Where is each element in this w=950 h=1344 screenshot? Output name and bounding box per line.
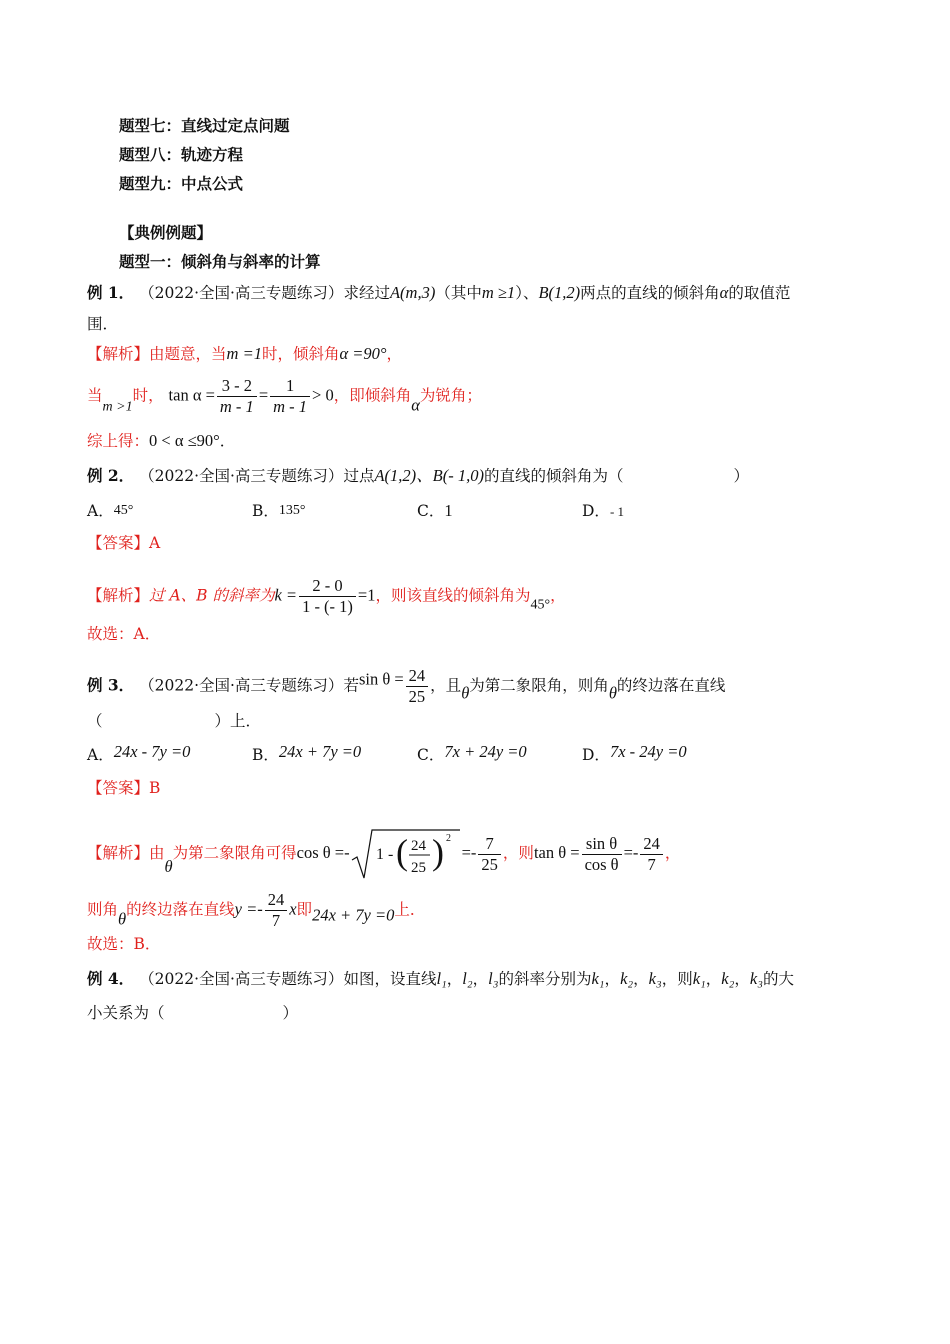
option-value: 24x + 7y =0 (278, 742, 362, 761)
fraction (265, 890, 288, 931)
ex4-question-line1 (87, 968, 794, 990)
option-label: B． (252, 502, 279, 520)
ex1-condition: m ≥1 (481, 283, 516, 302)
option-value: 24x - 7y =0 (113, 742, 191, 761)
sol-math: α (411, 395, 420, 415)
fraction (478, 834, 501, 875)
frac-num: 24 (267, 890, 285, 909)
sol-text: ， (550, 586, 566, 605)
ex4-text: ，则 (661, 970, 693, 988)
option-value: - 1 (609, 504, 625, 519)
ex4-math: l₁ (436, 969, 447, 988)
ex1-text: ）、 (515, 284, 539, 302)
ex2-points: A(1,2)、B(- 1,0) (374, 466, 484, 485)
fraction (640, 834, 663, 875)
sol-text: 为第二象限角可得 (172, 844, 297, 862)
ex2-option-b (252, 500, 306, 522)
ex4-text: 的斜率分别为 (498, 970, 592, 988)
frac-den: m - 1 (270, 396, 310, 417)
ex3-text: 若 (343, 676, 359, 695)
sol-text: ，则 (502, 844, 534, 862)
frac-den: 7 (640, 854, 663, 875)
sol-math: k = (274, 585, 298, 605)
sol-math: 24x + 7y =0 (312, 905, 395, 925)
option-value: 135° (278, 503, 306, 518)
sol-math: 0 < α ≤90° (149, 431, 220, 450)
ex1-solution-line2 (87, 376, 482, 419)
sol-math: tan α = (168, 385, 215, 405)
ex1-text: （其中 (435, 284, 482, 302)
sol-text: 由题意，当 (149, 345, 227, 363)
ex2-source: （2022·全国·高三专题练习） (139, 467, 344, 485)
sol-text: ． (219, 432, 236, 450)
fraction (270, 376, 310, 417)
paren-left: ( (395, 832, 408, 872)
option-label: D． (582, 502, 610, 520)
option-label: B． (252, 746, 279, 764)
ex1-question-line2: 围． (87, 315, 119, 333)
answer-tag: 【答案】 (87, 534, 150, 552)
sol-math: 45° (530, 597, 551, 613)
ex1-point-a: A(m,3) (389, 283, 436, 302)
inner-den: 25 (410, 860, 426, 876)
ex3-final: 故选：B． (87, 935, 161, 953)
option-label: C． (417, 746, 445, 764)
sol-text: ， (386, 345, 403, 363)
type1-heading: 题型一：倾斜角与斜率的计算 (119, 252, 321, 271)
ex2-text: ） (733, 467, 749, 485)
ex3-source: （2022·全国·高三专题练习） (139, 676, 344, 695)
ex4-text: 的大 (762, 970, 794, 988)
sol-math: x (289, 899, 297, 919)
frac-num: 24 (408, 666, 426, 685)
ex1-alpha: α (719, 283, 729, 302)
ex2-option-c (417, 500, 453, 522)
sol-text: 为锐角； (419, 386, 482, 405)
frac-den: 7 (265, 910, 288, 931)
sol-math: m =1 (226, 344, 262, 363)
ex3-label: 例 3． (87, 675, 135, 695)
frac-num: 7 (485, 833, 494, 853)
sol-math: =- (623, 843, 639, 862)
sol-text: ，即倾斜角 (333, 386, 412, 405)
ex1-label: 例 1． (87, 283, 135, 302)
frac-den: m - 1 (217, 396, 257, 417)
frac-num: sin θ (585, 833, 618, 853)
ex4-math: k₂ (620, 969, 634, 988)
inner-num: 24 (410, 838, 426, 854)
ex3-text: 为第二象限角，则角 (469, 676, 609, 695)
ex1-source: （2022·全国·高三专题练习） (139, 284, 344, 302)
ex3-question-line1 (87, 666, 725, 707)
sol-text: ，则该直线的倾斜角为 (375, 586, 531, 605)
ex3-option-d (582, 741, 687, 766)
answer-value: A (149, 534, 161, 552)
toc-item-8: 题型八：轨迹方程 (119, 145, 244, 164)
ex4-math: k₁ (591, 969, 605, 988)
ex4-source: （2022·全国·高三专题练习） (139, 970, 344, 988)
ex1-point-b: B(1,2) (538, 283, 581, 302)
ex4-text: ） (282, 1004, 299, 1022)
option-label: C． (417, 502, 445, 520)
option-value: 7x + 24y =0 (444, 742, 527, 761)
paren-right: ) (431, 832, 444, 872)
ex2-solution (87, 576, 566, 617)
toc-item-7: 题型七：直线过定点问题 (119, 116, 290, 135)
sol-text: 综上得： (87, 432, 150, 450)
ex4-math: k₁ (692, 969, 706, 988)
option-value: 7x - 24y =0 (609, 742, 687, 761)
ex3-option-a (87, 741, 190, 766)
ex4-label: 例 4． (87, 969, 135, 988)
solution-tag: 【解析】 (87, 844, 150, 862)
ex3-answer (87, 777, 160, 799)
ex4-math: k₂ (721, 969, 735, 988)
ex2-text: 过点 (343, 467, 375, 485)
option-value: 45° (113, 503, 134, 518)
ex1-text: 的取值范 (728, 284, 791, 302)
sol-math: m >1 (102, 399, 133, 415)
ex3-solution-line2 (87, 890, 425, 931)
frac-den: 25 (406, 686, 429, 707)
frac-num: 1 (285, 376, 295, 395)
sol-math: =1 (357, 585, 376, 605)
ex4-text: ， (734, 970, 750, 988)
fraction (406, 666, 429, 707)
sqrt-one: 1 - (375, 846, 393, 863)
frac-den: 1 - (- 1) (299, 596, 356, 617)
ex1-solution-line1 (87, 343, 402, 365)
ex4-text: ， (705, 970, 722, 988)
ex4-text: ， (633, 970, 649, 988)
ex3-option-b (252, 741, 361, 766)
sol-text: 则角 (87, 900, 119, 919)
sol-math: y =- (234, 899, 263, 919)
ex3-theta: θ (608, 683, 617, 703)
ex2-option-a (87, 500, 133, 522)
sol-text: 时，倾斜角 (261, 345, 340, 363)
ex4-text: ， (472, 970, 489, 988)
sol-text: 时， (132, 386, 164, 405)
fraction (299, 576, 356, 617)
section-heading: 【典例例题】 (119, 223, 213, 242)
toc-item-9: 题型九：中点公式 (119, 174, 244, 193)
ex2-answer (87, 532, 160, 554)
sqrt-sign (350, 826, 462, 882)
option-label: A． (87, 502, 114, 520)
fraction (582, 834, 622, 875)
ex3-option-c (417, 741, 527, 766)
exponent: 2 (445, 833, 451, 844)
fraction (217, 376, 257, 417)
frac-num: 2 - 0 (312, 576, 343, 595)
sol-text: 即 (296, 900, 313, 919)
ex4-text: ， (604, 970, 621, 988)
ex3-theta: θ (461, 683, 470, 703)
ex3-text: 的终边落在直线 (616, 676, 726, 695)
sol-math: tan θ = (533, 843, 580, 862)
ex2-text: 的直线的倾斜角为（ (483, 467, 624, 485)
frac-num: 3 - 2 (221, 376, 252, 395)
answer-tag: 【答案】 (87, 779, 150, 797)
ex4-text: ， (446, 970, 463, 988)
sol-text: 由 (149, 844, 165, 862)
ex4-question-line2 (87, 1002, 298, 1024)
sol-math: = (258, 385, 269, 405)
ex4-math: k₃ (648, 969, 662, 988)
ex4-math: k₃ (749, 969, 763, 988)
ex3-text: （ (87, 712, 103, 730)
sol-math: > 0 (312, 385, 334, 405)
ex4-text: 如图，设直线 (343, 970, 437, 988)
sol-text: 当 (87, 386, 103, 405)
option-value: 1 (444, 501, 453, 520)
frac-den: cos θ (582, 854, 622, 875)
frac-den: 25 (478, 854, 501, 875)
sol-math: θ (118, 909, 127, 929)
option-label: D． (582, 746, 610, 764)
ex2-question (87, 465, 749, 487)
sol-text: ， (664, 844, 681, 862)
sol-text: 上． (394, 900, 426, 919)
option-label: A． (87, 746, 114, 764)
ex3-solution-line1 (87, 826, 680, 882)
answer-value: B (149, 779, 161, 797)
ex4-text: 小关系为（ (87, 1004, 165, 1022)
sol-math: θ (164, 857, 173, 876)
ex2-label: 例 2． (87, 466, 135, 485)
ex2-final: 故选：A． (87, 625, 161, 643)
sol-math: =- (461, 843, 477, 862)
ex1-solution-line3 (87, 430, 235, 452)
solution-tag: 【解析】 (87, 345, 150, 363)
ex3-math: sin θ = (358, 669, 404, 689)
sol-text: 过 A、B 的斜率为 (149, 586, 275, 605)
ex1-text: 两点的直线的倾斜角 (580, 284, 720, 302)
ex3-text: ）上． (214, 712, 262, 730)
solution-tag: 【解析】 (87, 586, 150, 605)
ex1-question-line1 (87, 282, 790, 304)
sol-math: α =90° (339, 344, 387, 363)
square-root (350, 826, 462, 882)
ex1-text: 求经过 (343, 284, 390, 302)
frac-num: 24 (643, 833, 660, 853)
sol-math: cos θ =- (296, 843, 350, 862)
ex2-option-d (582, 500, 624, 523)
ex3-question-line2 (87, 710, 261, 732)
sol-text: 的终边落在直线 (126, 900, 235, 919)
ex3-text: ，且 (430, 676, 462, 695)
ex4-math: l₂ (462, 969, 473, 988)
ex4-math: l₃ (488, 969, 499, 988)
